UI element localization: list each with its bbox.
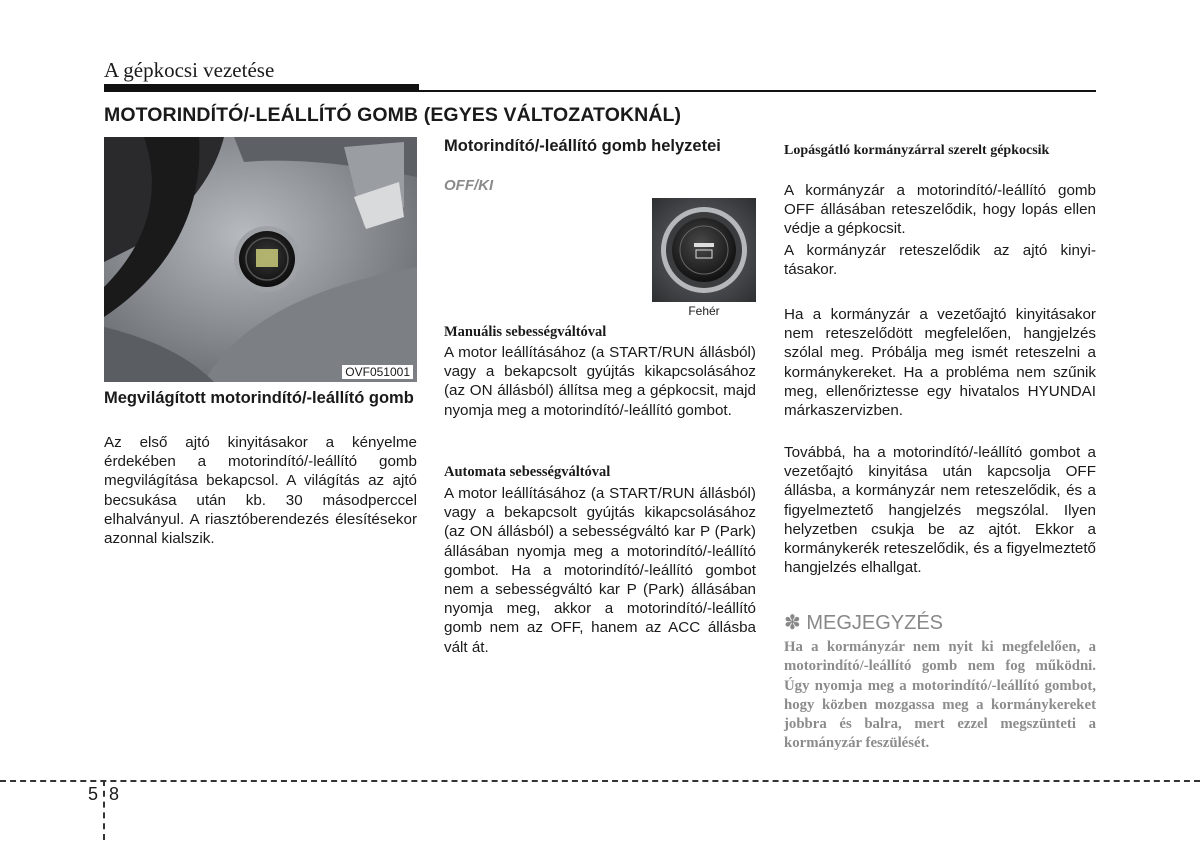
automatic-transmission-text: A motor leállításához (a START/RUN állásból) vagy a bekapcsolt gyújtás kikapcsolásához (az ON állásból) a sebességváltó kar P (Park) állásában nyomja meg a motorindító/-leállító gombot. Ha a motorindító/-leállító gombot nem a sebességváltó kar P (Park) állásában nyomja meg, akkor a motorindító/-leállító gomb nem az OFF, hanem az ACC állásba vált át. bbox=[444, 485, 756, 656]
footer-rule bbox=[0, 780, 1200, 782]
section-title: MOTORINDÍTÓ/-LEÁLLÍTÓ GOMB (EGYES VÁLTOZATOKNÁL) bbox=[104, 104, 682, 126]
start-button-closeup-photo bbox=[652, 198, 756, 302]
header-rule bbox=[104, 90, 1096, 92]
steering-lock-heading: Lopásgátló kormányzárral szerelt gépkocsik bbox=[784, 143, 1050, 158]
image-code-label-container bbox=[104, 363, 417, 382]
steering-lock-text-2: A kormányzár reteszelődik az ajtó kinyitásakor. bbox=[784, 242, 1096, 279]
start-button-dashboard-photo bbox=[104, 137, 417, 382]
manual-transmission-heading: Manuális sebességváltóval bbox=[444, 324, 607, 340]
button-positions-heading: Motorindító/-leállító gomb helyzetei bbox=[444, 137, 721, 155]
note-text: Ha a kormányzár nem nyit ki megfelelően, a motorindító/-leállító gomb nem fog működni. Úgy nyomja meg a motorindító/-leállító gombot, hogy közben mozgassa meg a kormánykereket jobbra és balra, mert ezzel megszünteti a kormányzár feszülését. bbox=[784, 639, 1096, 752]
image-caption: Fehér bbox=[688, 304, 720, 318]
page-number: 8 bbox=[109, 784, 120, 804]
button-illustration bbox=[652, 198, 756, 302]
page-number-separator bbox=[103, 780, 105, 840]
dashboard-illustration bbox=[104, 137, 417, 382]
chapter-number: 5 bbox=[88, 784, 99, 804]
steering-lock-text-4: Továbbá, ha a motorindító/-leállító gombot a vezetőajtó kinyitása után kapcsolja OFF állásba, a kormányzár nem reteszelődik, és a figyelmeztető hangjelzés megszólal. Ilyen helyzetben csukja be az ajtót. Ekkor a kormánykerék reteszelődik, és a figyelmeztető hangjelzés elhallgat. bbox=[784, 444, 1096, 577]
illuminated-button-heading: Megvilágított motorindító/-leállító gomb bbox=[104, 389, 414, 407]
steering-lock-text-3: Ha a kormányzár a vezetőajtó kinyitásakor nem reteszelődött megfelelően, hangjelzés szólal meg. Próbálja meg ismét reteszelni a kormánykereket. Ha a probléma nem szűnik meg, ellenőriztesse egy hivatalos HYUNDAI márkaszervizben. bbox=[784, 306, 1096, 420]
steering-lock-text-1: A kormányzár a motorindító/-leállító gomb OFF állásában reteszelődik, hogy lopás ellen védje a gépkocsit. bbox=[784, 182, 1096, 238]
automatic-transmission-heading: Automata sebességváltóval bbox=[444, 464, 611, 480]
off-subheading: OFF/KI bbox=[444, 177, 494, 194]
image-code: OVF051001 bbox=[342, 365, 413, 379]
chapter-title: A gépkocsi vezetése bbox=[104, 58, 275, 82]
illuminated-button-text: Az első ajtó kinyitásakor a kényelme érdekében a motorindító/-leállító gomb megvilágítása bekapcsol. A világítás az ajtó becsukása után kb. 30 másodperccel elhalványul. A riasztóberendezés élesítésekor azonnal kialszik. bbox=[104, 434, 417, 548]
manual-transmission-text: A motor leállításához (a START/RUN állásból) vagy a bekapcsolt gyújtás kikapcsolásához (az ON állásból) állítsa meg a gépkocsit, majd nyomja meg a motorindító/-leállító gombot. bbox=[444, 344, 756, 419]
note-title: ✽ MEGJEGYZÉS bbox=[784, 612, 944, 634]
